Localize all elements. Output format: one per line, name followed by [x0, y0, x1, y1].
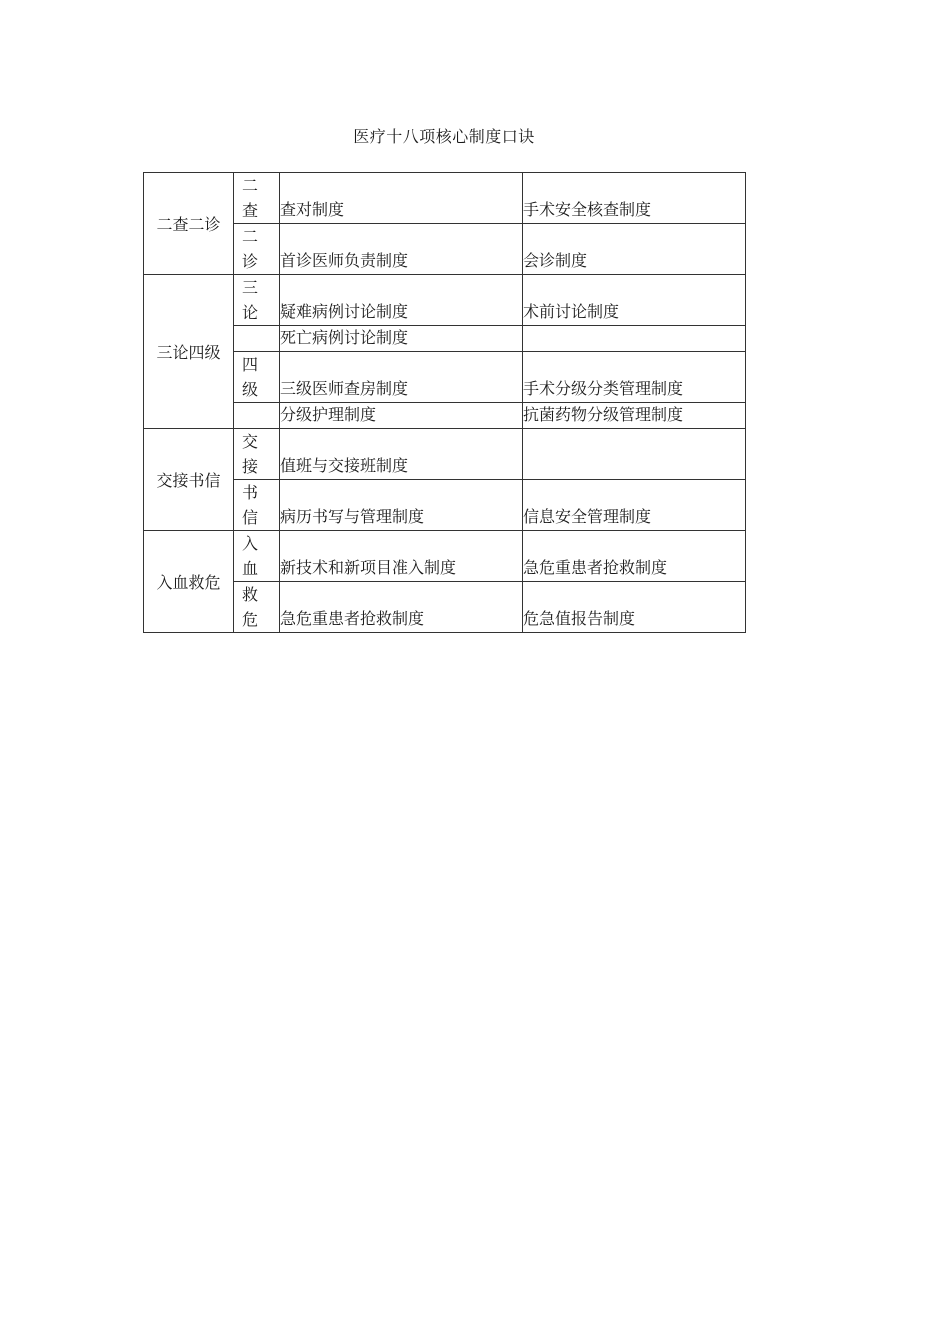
item-cell — [280, 531, 523, 582]
item-text: 术前讨论制度 — [523, 302, 620, 321]
item-cell — [523, 275, 746, 326]
sub-label-cell — [234, 531, 280, 582]
item-cell — [523, 352, 746, 403]
core-system-table — [143, 172, 746, 633]
item-text: 分级护理制度 — [280, 405, 377, 424]
sub-label-cell — [234, 275, 280, 326]
sub-label-cell — [234, 403, 280, 429]
table-row — [144, 173, 746, 224]
sub-label-cell — [234, 326, 280, 352]
group-label: 入血救危 — [144, 531, 234, 633]
sub-label: 二查 — [242, 176, 259, 220]
item-cell — [523, 403, 746, 429]
table-row — [144, 582, 746, 633]
item-cell — [280, 352, 523, 403]
table-row — [144, 429, 746, 480]
item-cell — [280, 326, 523, 352]
item-text: 首诊医师负责制度 — [280, 251, 409, 270]
item-text: 死亡病例讨论制度 — [280, 328, 409, 347]
table-row — [144, 531, 746, 582]
sub-label: 交接 — [242, 432, 259, 476]
item-text: 急危重患者抢救制度 — [523, 558, 668, 577]
group-label: 三论四级 — [144, 275, 234, 429]
item-text: 疑难病例讨论制度 — [280, 302, 409, 321]
item-text: 会诊制度 — [523, 251, 588, 270]
sub-label: 入血 — [242, 534, 259, 578]
item-cell — [523, 480, 746, 531]
table-row — [144, 326, 746, 352]
item-cell — [523, 429, 746, 480]
item-cell — [280, 275, 523, 326]
sub-label: 救危 — [242, 585, 259, 629]
sub-label: 四级 — [242, 355, 259, 399]
group-label: 二查二诊 — [144, 173, 234, 275]
table-row — [144, 403, 746, 429]
item-text: 抗菌药物分级管理制度 — [523, 405, 684, 424]
item-text: 信息安全管理制度 — [523, 507, 652, 526]
sub-label-cell — [234, 480, 280, 531]
item-text: 手术安全核查制度 — [523, 200, 652, 219]
page-title: 医疗十八项核心制度口诀 — [353, 127, 535, 146]
item-cell — [280, 224, 523, 275]
item-text: 急危重患者抢救制度 — [280, 609, 425, 628]
item-text: 值班与交接班制度 — [280, 456, 409, 475]
item-text: 新技术和新项目准入制度 — [280, 558, 457, 577]
item-cell — [280, 173, 523, 224]
item-cell — [523, 326, 746, 352]
table-row — [144, 352, 746, 403]
table-row — [144, 224, 746, 275]
item-cell — [523, 531, 746, 582]
item-cell — [523, 582, 746, 633]
sub-label-cell — [234, 429, 280, 480]
item-cell — [280, 480, 523, 531]
group-label: 交接书信 — [144, 429, 234, 531]
table-row — [144, 480, 746, 531]
sub-label-cell — [234, 224, 280, 275]
table-row — [144, 275, 746, 326]
item-cell — [280, 582, 523, 633]
item-text: 手术分级分类管理制度 — [523, 379, 684, 398]
item-text: 危急值报告制度 — [523, 609, 636, 628]
sub-label: 书信 — [242, 483, 259, 527]
item-cell — [280, 429, 523, 480]
item-cell — [523, 224, 746, 275]
sub-label-cell — [234, 582, 280, 633]
sub-label: 三论 — [242, 278, 259, 322]
sub-label: 二诊 — [242, 227, 259, 271]
item-text: 三级医师查房制度 — [280, 379, 409, 398]
item-text: 查对制度 — [280, 200, 345, 219]
sub-label-cell — [234, 173, 280, 224]
item-cell — [523, 173, 746, 224]
item-text: 病历书写与管理制度 — [280, 507, 425, 526]
item-cell — [280, 403, 523, 429]
sub-label-cell — [234, 352, 280, 403]
